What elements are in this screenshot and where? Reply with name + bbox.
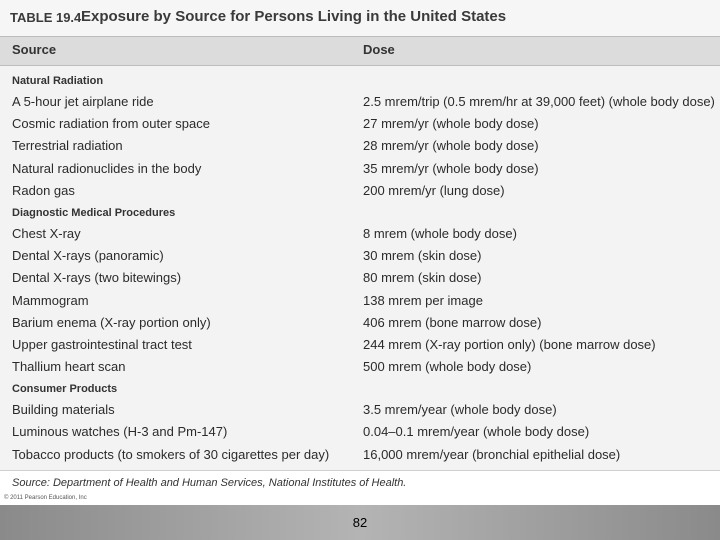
table-body (0, 70, 720, 466)
table-section-header (0, 70, 720, 91)
table-row (0, 180, 720, 202)
dose-cell: 0.04–0.1 mrem/year (whole body dose) (363, 424, 590, 440)
source-cell: Natural radionuclides in the body (12, 160, 202, 176)
table-number: TABLE 19.4 (10, 10, 82, 25)
dose-cell: 244 mrem (X-ray portion only) (bone marrow dose) (363, 336, 656, 352)
table-row (0, 113, 720, 135)
table-row (0, 444, 720, 466)
dose-cell: 16,000 mrem/year (bronchial epithelial dose) (363, 446, 621, 462)
table-row (0, 245, 720, 267)
section-label: Diagnostic Medical Procedures (12, 206, 176, 219)
dose-cell: 138 mrem per image (363, 292, 483, 308)
column-header-dose: Dose (363, 42, 395, 57)
table-section-header (0, 378, 720, 399)
source-cell: Cosmic radiation from outer space (12, 116, 210, 132)
dose-cell: 200 mrem/yr (lung dose) (363, 182, 505, 198)
table-row (0, 356, 720, 378)
table-title: Exposure by Source for Persons Living in the United States (81, 8, 507, 25)
source-cell: Dental X-rays (panoramic) (12, 248, 164, 264)
source-cell: Barium enema (X-ray portion only) (12, 314, 211, 330)
table-row (0, 135, 720, 157)
footer-bar (0, 505, 720, 540)
source-cell: Radon gas (12, 182, 75, 198)
dose-cell: 35 mrem/yr (whole body dose) (363, 160, 539, 176)
source-cell: Chest X-ray (12, 225, 81, 241)
copyright-notice: © 2011 Pearson Education, Inc (4, 495, 87, 501)
table-header-row (0, 36, 720, 66)
source-cell: Upper gastrointestinal tract test (12, 336, 192, 352)
dose-cell: 500 mrem (whole body dose) (363, 359, 532, 375)
table-row (0, 399, 720, 421)
source-cell: A 5-hour jet airplane ride (12, 94, 154, 109)
table-title-bar (0, 0, 720, 36)
dose-cell: 406 mrem (bone marrow dose) (363, 314, 542, 330)
source-cell: Terrestrial radiation (12, 138, 123, 154)
source-cell: Thallium heart scan (12, 359, 126, 375)
table-row (0, 421, 720, 443)
dose-cell: 80 mrem (skin dose) (363, 270, 482, 286)
table-section-header (0, 202, 720, 223)
dose-cell: 2.5 mrem/trip (0.5 mrem/hr at 39,000 feet) (whole body dose) (363, 94, 715, 109)
source-cell: Tobacco products (to smokers of 30 cigarettes per day) (12, 446, 330, 462)
table-row (0, 158, 720, 180)
table-row (0, 312, 720, 334)
table-row (0, 267, 720, 289)
source-cell: Dental X-rays (two bitewings) (12, 270, 182, 286)
dose-cell: 30 mrem (skin dose) (363, 248, 482, 264)
table-source-note (0, 470, 720, 497)
source-cell: Building materials (12, 402, 115, 418)
section-label: Consumer Products (12, 383, 118, 396)
column-header-source: Source (12, 42, 57, 57)
source-cell: Mammogram (12, 292, 89, 308)
page-number: 82 (352, 515, 368, 530)
dose-cell: 27 mrem/yr (whole body dose) (363, 116, 539, 132)
table-row (0, 290, 720, 312)
table-row (0, 223, 720, 245)
dose-cell: 8 mrem (whole body dose) (363, 225, 517, 241)
source-note-text: Source: Department of Health and Human Services, National Institutes of Health. (12, 477, 407, 489)
dose-cell: 28 mrem/yr (whole body dose) (363, 138, 539, 154)
source-cell: Luminous watches (H-3 and Pm-147) (12, 424, 228, 440)
section-label: Natural Radiation (12, 75, 104, 87)
table-row (0, 91, 720, 113)
table-row (0, 334, 720, 356)
dose-cell: 3.5 mrem/year (whole body dose) (363, 402, 557, 418)
